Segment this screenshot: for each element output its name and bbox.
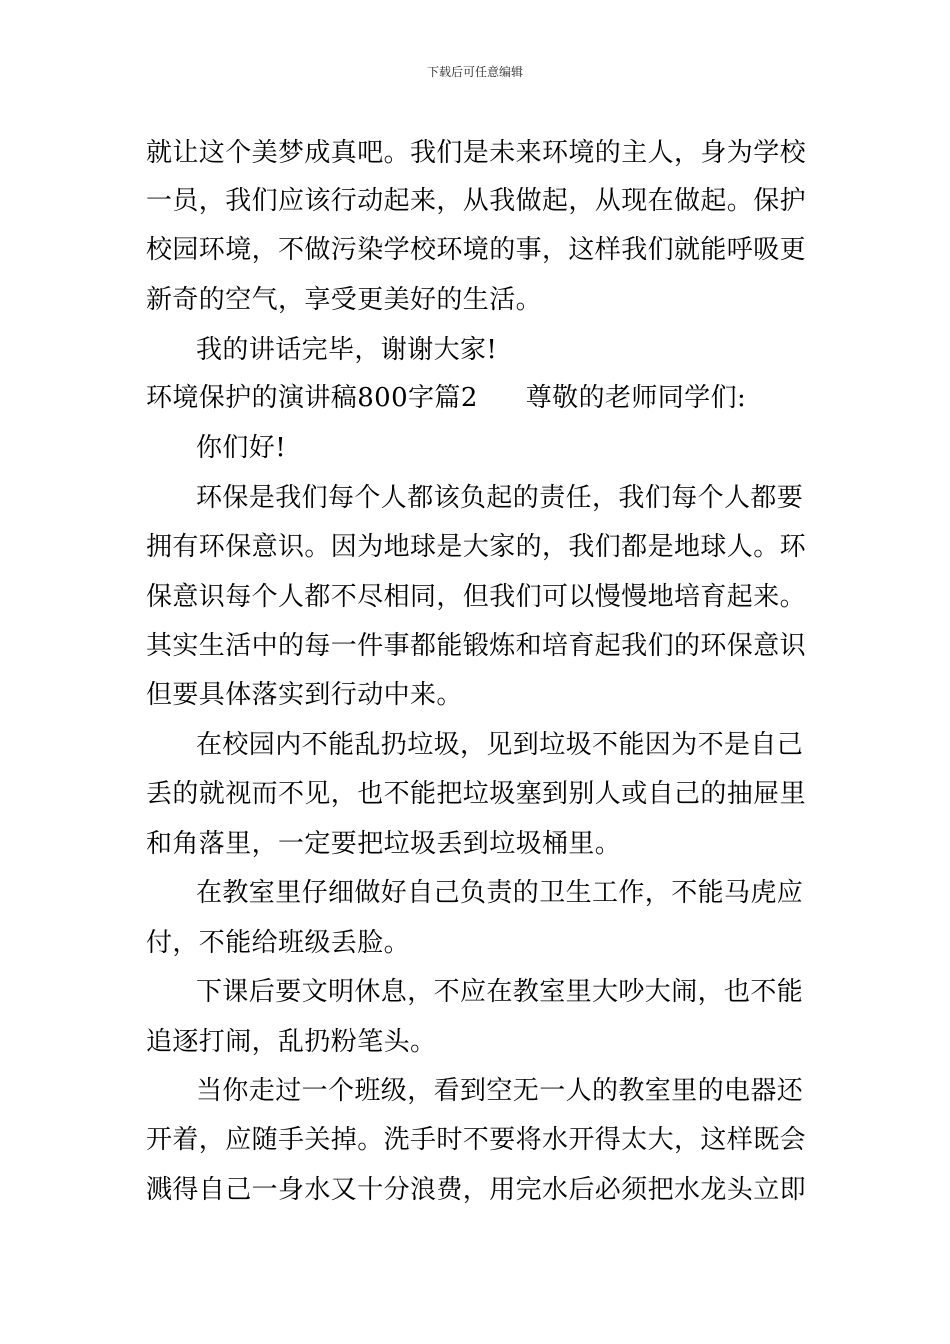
text-line: 丢的就视而不见，也不能把垃圾塞到别人或自己的抽屉里 — [146, 779, 806, 809]
text-line: 新奇的空气，享受更美好的生活。 — [146, 285, 543, 315]
section-heading-line — [146, 380, 806, 416]
text-line: 环保是我们每个人都该负起的责任，我们每个人都要 — [196, 483, 804, 513]
salutation: 尊敬的老师同学们: — [525, 383, 747, 413]
text-line: 但要具体落实到行动中来。 — [146, 680, 463, 710]
text-line: 付，不能给班级丢脸。 — [146, 928, 411, 958]
text-line: 和角落里，一定要把垃圾丢到垃圾桶里。 — [146, 829, 622, 859]
text-line: 拥有环保意识。因为地球是大家的，我们都是地球人。环 — [146, 532, 806, 562]
text-line: 就让这个美梦成真吧。我们是未来环境的主人，身为学校 — [146, 138, 806, 168]
text-line: 开着，应随手关掉。洗手时不要将水开得太大，这样既会 — [146, 1125, 806, 1155]
text-line: 追逐打闹，乱扔粉笔头。 — [146, 1027, 437, 1057]
text-line: 校园环境，不做污染学校环境的事，这样我们就能呼吸更 — [146, 235, 806, 265]
text-line: 你们好! — [196, 433, 287, 463]
page-header: 下载后可任意编辑 — [426, 65, 523, 79]
text-line: 一员，我们应该行动起来，从我做起，从现在做起。保护 — [146, 186, 806, 216]
text-line: 其实生活中的每一件事都能锻炼和培育起我们的环保意识 — [146, 631, 806, 661]
text-line: 下课后要文明休息，不应在教室里大吵大闹，也不能 — [196, 977, 804, 1007]
text-line: 溅得自己一身水又十分浪费，用完水后必须把水龙头立即 — [146, 1175, 806, 1205]
text-line: 在教室里仔细做好自己负责的卫生工作，不能马虎应 — [196, 878, 804, 908]
section-title: 环境保护的演讲稿800字篇2 — [146, 383, 478, 413]
text-line: 在校园内不能乱扔垃圾，见到垃圾不能因为不是自己 — [196, 730, 804, 760]
text-line: 我的讲话完毕，谢谢大家! — [196, 335, 498, 365]
text-line: 当你走过一个班级，看到空无一人的教室里的电器还 — [196, 1076, 804, 1106]
text-line: 保意识每个人都不尽相同，但我们可以慢慢地培育起来。 — [146, 582, 806, 612]
